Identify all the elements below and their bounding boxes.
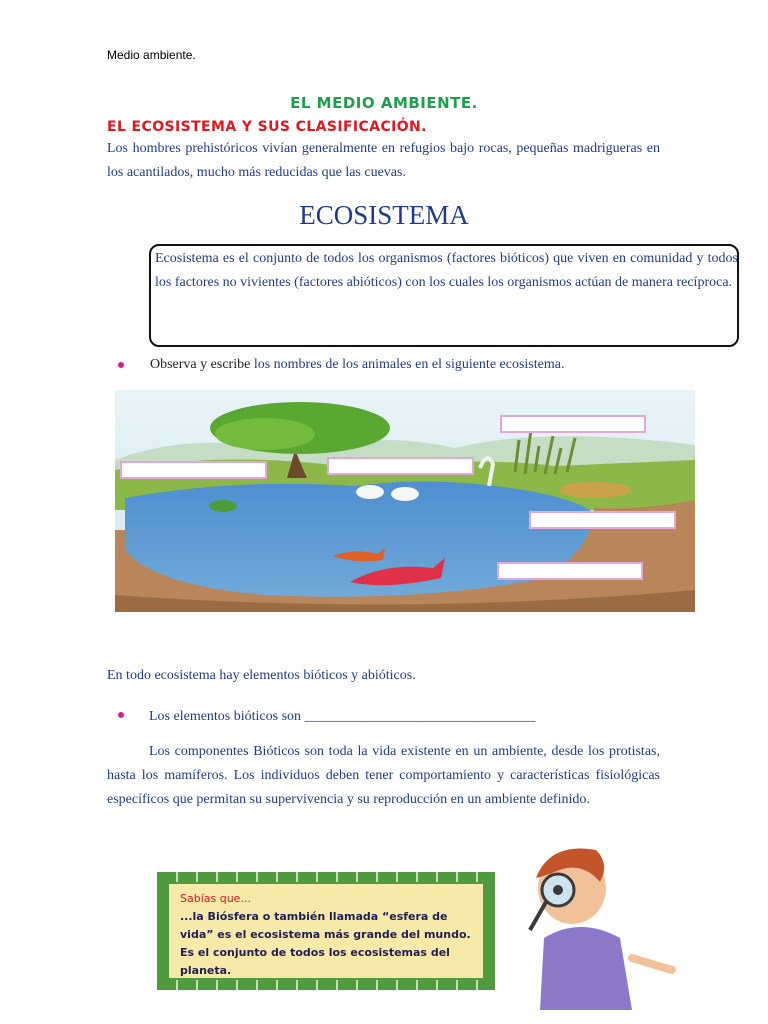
instruction-y: y (196, 357, 211, 372)
instruction-rest: los nombres de los animales en el siguiente ecosistema. (250, 357, 565, 372)
label-box-3[interactable] (327, 457, 474, 475)
bullet-icon (118, 712, 124, 718)
label-box-5[interactable] (497, 562, 643, 580)
instruction-observa: Observa (150, 357, 197, 372)
sabias-content (180, 890, 476, 980)
bullet-icon (118, 362, 124, 368)
elements-sentence: En todo ecosistema hay elementos bióticos y abióticos. (107, 668, 416, 683)
page-header: Medio ambiente. (107, 48, 196, 62)
label-box-1[interactable] (500, 415, 646, 433)
label-box-4[interactable] (529, 511, 676, 529)
subtitle: EL ECOSISTEMA Y SUS CLASIFICACIÓN. (107, 119, 427, 135)
instruction-text (150, 355, 564, 375)
intro-paragraph: Los hombres prehistóricos vivían generalmente en refugios bajo rocas, pequeñas madrigueras en los acantilados, mucho más reducidas que las cuevas. (107, 141, 660, 180)
biotic-paragraph: Los componentes Bióticos son toda la vida existente en un ambiente, desde los protistas, hasta los mamíferos. Los individuos deben tener comportamiento y características fisiológicas específicos que permitan su supervivencia y su reproducción en un ambiente definido. (107, 744, 660, 807)
boy-magnifier-illustration (500, 838, 690, 1018)
definition-text: Ecosistema es el conjunto de todos los organismos (factores bióticos) que viven en comunidad y todos los factores no vivientes (factores abióticos) con los cuales los organismos actúan de manera recíproca. (155, 251, 738, 290)
sabias-title: Sabías que... (180, 892, 251, 905)
main-title: EL MEDIO AMBIENTE. (290, 94, 478, 112)
ecosystem-heading: ECOSISTEMA (299, 200, 469, 230)
instruction-escribe: escribe (210, 357, 251, 372)
label-box-2[interactable] (120, 461, 267, 479)
sabias-body: ...la Biósfera o también llamada “esfera de vida” es el ecosistema más grande del mundo. Es el conjunto de todos los ecosistemas del planeta. (180, 910, 471, 977)
biotic-prompt: Los elementos bióticos son _________________________________ (149, 709, 536, 724)
